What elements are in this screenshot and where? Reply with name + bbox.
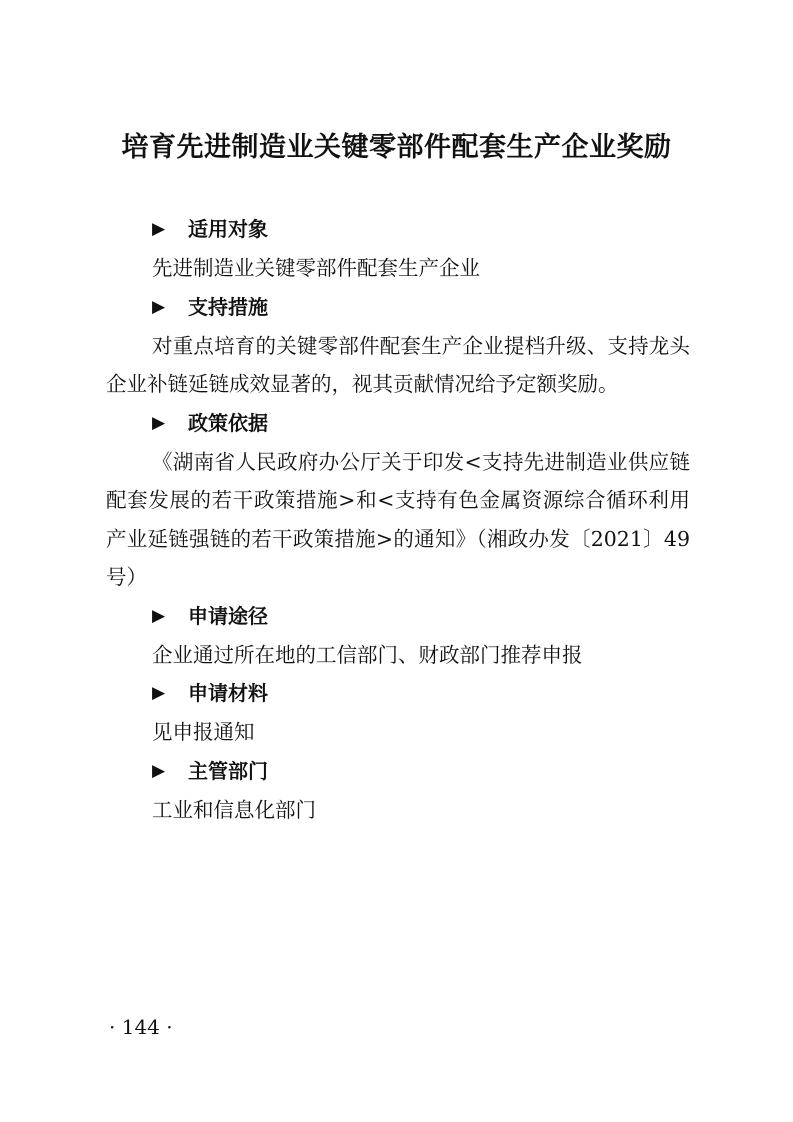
section-paragraph: 企业通过所在地的工信部门、财政部门推荐申报 xyxy=(152,642,583,667)
section-paragraph: 对重点培育的关键零部件配套生产企业提档升级、支持龙头企业补链延链成效显著的，视其贡献情况给予定额奖励。 xyxy=(106,333,690,396)
section-heading-label: 适用对象 xyxy=(188,217,268,241)
arrow-bullet-icon: ▶ xyxy=(152,605,166,626)
section-heading-label: 政策依据 xyxy=(188,410,268,435)
section-heading-application-materials xyxy=(106,674,690,713)
section-paragraph: 工业和信息化部门 xyxy=(152,797,316,822)
section-heading-label: 申请途径 xyxy=(188,603,268,628)
page-title: 培育先进制造业关键零部件配套生产企业奖励 xyxy=(121,132,672,163)
arrow-bullet-icon: ▶ xyxy=(152,683,166,703)
section-heading-application-channel xyxy=(106,597,690,636)
section-heading-label: 主管部门 xyxy=(188,758,268,783)
section-heading-applicable-objects xyxy=(106,210,690,249)
arrow-bullet-icon: ▶ xyxy=(152,296,166,317)
arrow-bullet-icon: ▶ xyxy=(152,412,166,433)
arrow-bullet-icon: ▶ xyxy=(152,760,166,781)
section-heading-label: 支持措施 xyxy=(188,294,268,319)
section-paragraph: 见申报通知 xyxy=(152,720,255,744)
section-heading-support-measures xyxy=(106,288,690,327)
page-number: · 144 · xyxy=(109,1015,173,1039)
section-paragraph: 《湖南省人民政府办公厅关于印发<支持先进制造业供应链配套发展的若干政策措施>和<支持有色金属资源综合循环利用产业延链强链的若干政策措施>的通知》（湘政办发〔2021〕49号） xyxy=(106,449,690,589)
section-paragraph: 先进制造业关键零部件配套生产企业 xyxy=(152,256,480,280)
section-heading-label: 申请材料 xyxy=(188,681,268,705)
document-body xyxy=(106,210,690,829)
arrow-bullet-icon: ▶ xyxy=(152,219,166,239)
section-heading-policy-basis xyxy=(106,404,690,443)
section-heading-competent-department xyxy=(106,752,690,791)
